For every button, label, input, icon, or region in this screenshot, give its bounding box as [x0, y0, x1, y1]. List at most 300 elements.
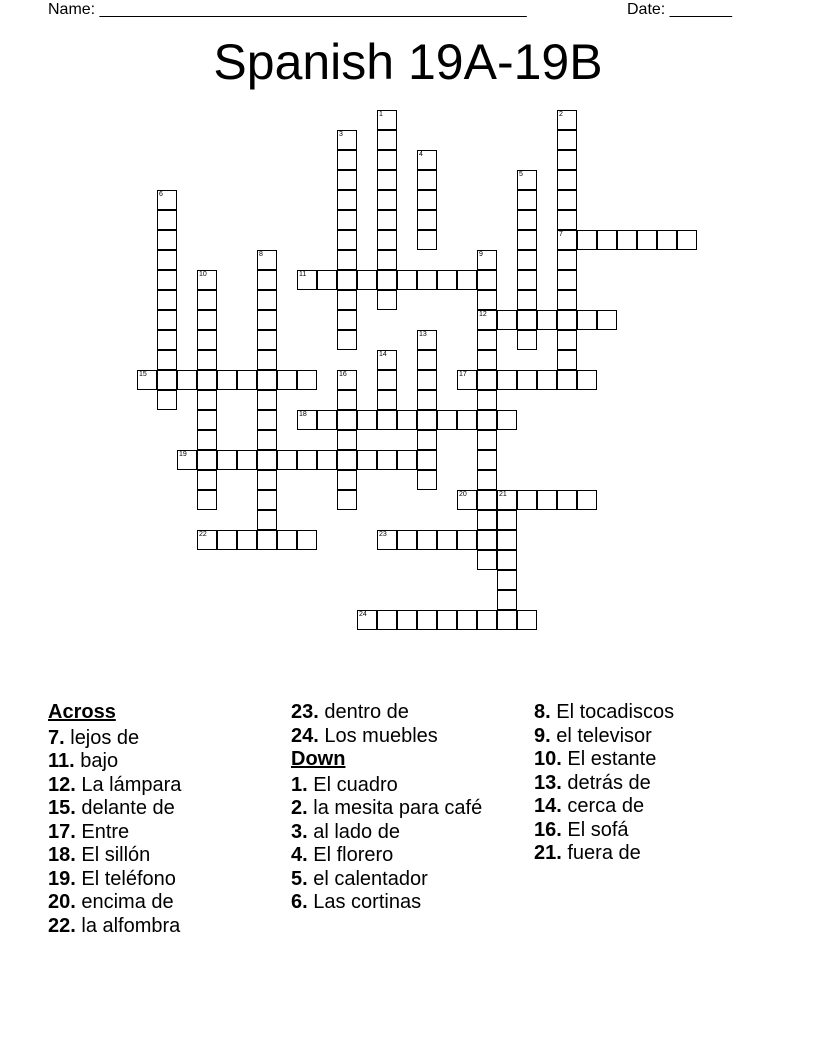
crossword-cell[interactable]: [497, 510, 517, 530]
crossword-cell[interactable]: [577, 490, 597, 510]
crossword-cell[interactable]: [597, 310, 617, 330]
clue-across-20: [48, 891, 278, 915]
crossword-cell[interactable]: [257, 310, 277, 330]
crossword-cell[interactable]: [557, 150, 577, 170]
crossword-cell[interactable]: [337, 290, 357, 310]
crossword-cell[interactable]: [337, 130, 357, 150]
clue-text: la alfombra: [75, 914, 181, 937]
clue-down-6: [291, 891, 491, 915]
crossword-cell[interactable]: [417, 170, 437, 190]
crossword-cell[interactable]: [557, 490, 577, 510]
crossword-cell[interactable]: [477, 290, 497, 310]
crossword-cell[interactable]: [557, 370, 577, 390]
crossword-cell[interactable]: [517, 330, 537, 350]
clue-text: bajo: [74, 750, 119, 772]
clue-number-label: 5.: [291, 867, 308, 890]
clue-number: 9: [479, 251, 483, 258]
crossword-cell[interactable]: [197, 530, 217, 550]
clue-text: cerca de: [561, 795, 645, 817]
clue-number-label: 3.: [291, 820, 308, 843]
crossword-cell[interactable]: [457, 610, 477, 630]
crossword-cell[interactable]: [557, 170, 577, 190]
crossword-cell[interactable]: [397, 530, 417, 550]
crossword-cell[interactable]: [357, 450, 377, 470]
crossword-cell[interactable]: [477, 470, 497, 490]
crossword-cell[interactable]: [157, 370, 177, 390]
crossword-cell[interactable]: [197, 290, 217, 310]
crossword-cell[interactable]: [477, 250, 497, 270]
clue-text: el calentador: [307, 867, 428, 890]
clue-number: 7: [559, 231, 563, 238]
down-heading: Down: [291, 748, 346, 770]
clue-number-label: 13.: [534, 771, 562, 794]
clue-down-16: [534, 819, 764, 843]
crossword-cell[interactable]: [577, 310, 597, 330]
crossword-cell[interactable]: [157, 270, 177, 290]
crossword-cell[interactable]: [197, 390, 217, 410]
clue-text: El cuadro: [307, 773, 398, 796]
clue-number: 10: [199, 271, 207, 278]
clue-down-14: [534, 795, 764, 819]
crossword-cell[interactable]: [157, 250, 177, 270]
clue-number: 19: [179, 451, 187, 458]
crossword-cell[interactable]: [377, 290, 397, 310]
crossword-cell[interactable]: [237, 370, 257, 390]
crossword-cell[interactable]: [337, 430, 357, 450]
clue-text: encima de: [75, 891, 174, 913]
crossword-cell[interactable]: [497, 490, 517, 510]
crossword-cell[interactable]: [417, 150, 437, 170]
crossword-cell[interactable]: [197, 270, 217, 290]
crossword-cell[interactable]: [337, 470, 357, 490]
crossword-cell[interactable]: [557, 130, 577, 150]
clue-number-label: 7.: [48, 726, 65, 749]
crossword-cell[interactable]: [457, 530, 477, 550]
crossword-cell[interactable]: [377, 610, 397, 630]
clue-number: 8: [259, 251, 263, 258]
clue-column-1: [48, 701, 278, 938]
crossword-cell[interactable]: [257, 290, 277, 310]
crossword-cell[interactable]: [317, 450, 337, 470]
clue-number: 16: [339, 371, 347, 378]
name-field-label: Name: ________________________________________________: [48, 1, 527, 18]
clue-number: 17: [459, 371, 467, 378]
clue-number-label: 11.: [48, 750, 75, 772]
crossword-cell[interactable]: [337, 490, 357, 510]
crossword-cell[interactable]: [257, 390, 277, 410]
crossword-cell[interactable]: [497, 410, 517, 430]
crossword-cell[interactable]: [337, 390, 357, 410]
clue-number-label: 15.: [48, 797, 76, 819]
crossword-cell[interactable]: [437, 410, 457, 430]
clue-number: 11: [299, 271, 307, 278]
crossword-cell[interactable]: [257, 370, 277, 390]
crossword-cell[interactable]: [637, 230, 657, 250]
clue-number-label: 6.: [291, 891, 308, 913]
crossword-cell[interactable]: [377, 250, 397, 270]
clue-across-23: [291, 701, 491, 725]
crossword-cell[interactable]: [157, 310, 177, 330]
clue-across-24: [291, 725, 491, 749]
clue-number: 15: [139, 371, 147, 378]
crossword-cell[interactable]: [257, 250, 277, 270]
crossword-cell[interactable]: [477, 390, 497, 410]
crossword-cell[interactable]: [497, 370, 517, 390]
clue-down-3: [291, 821, 491, 845]
crossword-cell[interactable]: [377, 530, 397, 550]
crossword-cell[interactable]: [517, 370, 537, 390]
clue-number: 22: [199, 531, 207, 538]
crossword-cell[interactable]: [197, 470, 217, 490]
clue-text: El tocadiscos: [550, 701, 675, 723]
crossword-cell[interactable]: [437, 270, 457, 290]
crossword-cell[interactable]: [397, 450, 417, 470]
crossword-cell[interactable]: [417, 430, 437, 450]
crossword-cell[interactable]: [437, 610, 457, 630]
clue-column-2: [291, 701, 491, 915]
crossword-cell[interactable]: [377, 390, 397, 410]
crossword-cell[interactable]: [417, 330, 437, 350]
crossword-cell[interactable]: [497, 550, 517, 570]
clue-across-11: [48, 750, 278, 774]
clue-down-21: [534, 842, 764, 866]
crossword-cell[interactable]: [257, 470, 277, 490]
crossword-cell[interactable]: [537, 490, 557, 510]
crossword-cell[interactable]: [337, 250, 357, 270]
page-title: Spanish 19A-19B: [213, 34, 603, 90]
crossword-cell[interactable]: [237, 530, 257, 550]
crossword-cell[interactable]: [557, 290, 577, 310]
crossword-cell[interactable]: [477, 330, 497, 350]
clue-across-7: [48, 727, 278, 751]
clue-number-label: 14.: [534, 795, 562, 817]
clue-number-label: 4.: [291, 844, 308, 866]
crossword-cell[interactable]: [557, 250, 577, 270]
crossword-cell[interactable]: [337, 170, 357, 190]
crossword-cell[interactable]: [477, 550, 497, 570]
clue-down-1: [291, 774, 491, 798]
crossword-cell[interactable]: [417, 370, 437, 390]
crossword-cell[interactable]: [417, 610, 437, 630]
crossword-cell[interactable]: [257, 490, 277, 510]
crossword-cell[interactable]: [377, 410, 397, 430]
crossword-cell[interactable]: [357, 610, 377, 630]
crossword-cell[interactable]: [197, 330, 217, 350]
crossword-cell[interactable]: [297, 450, 317, 470]
clue-text: El florero: [307, 844, 394, 866]
clue-across-15: [48, 797, 278, 821]
crossword-cell[interactable]: [237, 450, 257, 470]
crossword-cell[interactable]: [557, 310, 577, 330]
crossword-cell[interactable]: [517, 230, 537, 250]
crossword-cell[interactable]: [417, 390, 437, 410]
clue-down-5: [291, 868, 491, 892]
crossword-cell[interactable]: [377, 350, 397, 370]
crossword-cell[interactable]: [477, 270, 497, 290]
crossword-cell[interactable]: [417, 270, 437, 290]
crossword-cell[interactable]: [197, 370, 217, 390]
clue-across-17: [48, 821, 278, 845]
crossword-cell[interactable]: [477, 310, 497, 330]
crossword-cell[interactable]: [517, 290, 537, 310]
clue-number: 24: [359, 611, 367, 618]
clue-text: la mesita para café: [307, 797, 483, 819]
clue-number-label: 9.: [534, 724, 551, 747]
crossword-cell[interactable]: [617, 230, 637, 250]
crossword-cell[interactable]: [297, 410, 317, 430]
crossword-cell[interactable]: [537, 370, 557, 390]
crossword-cell[interactable]: [417, 190, 437, 210]
crossword-cell[interactable]: [377, 210, 397, 230]
crossword-cell[interactable]: [217, 450, 237, 470]
crossword-cell[interactable]: [397, 610, 417, 630]
clue-number-label: 17.: [48, 820, 76, 843]
crossword-cell[interactable]: [337, 210, 357, 230]
clue-text: detrás de: [561, 771, 651, 794]
crossword-cell[interactable]: [137, 370, 157, 390]
clue-across-18: [48, 844, 278, 868]
clue-down-13: [534, 772, 764, 796]
crossword-cell[interactable]: [277, 370, 297, 390]
crossword-cell[interactable]: [477, 450, 497, 470]
crossword-cell[interactable]: [557, 230, 577, 250]
clue-number-label: 12.: [48, 773, 76, 796]
crossword-cell[interactable]: [417, 410, 437, 430]
crossword-cell[interactable]: [477, 350, 497, 370]
crossword-cell[interactable]: [377, 270, 397, 290]
crossword-cell[interactable]: [157, 290, 177, 310]
crossword-cell[interactable]: [477, 610, 497, 630]
crossword-cell[interactable]: [477, 490, 497, 510]
crossword-cell[interactable]: [197, 430, 217, 450]
crossword-cell[interactable]: [197, 310, 217, 330]
crossword-cell[interactable]: [257, 350, 277, 370]
clue-across-19: [48, 868, 278, 892]
crossword-cell[interactable]: [337, 190, 357, 210]
clue-number: 18: [299, 411, 307, 418]
crossword-cell[interactable]: [557, 270, 577, 290]
across-heading: Across: [48, 701, 116, 723]
crossword-cell[interactable]: [217, 530, 237, 550]
crossword-cell[interactable]: [197, 410, 217, 430]
crossword-cell[interactable]: [457, 410, 477, 430]
clue-number-label: 19.: [48, 867, 76, 890]
clue-number-label: 24.: [291, 724, 319, 747]
crossword-cell[interactable]: [357, 410, 377, 430]
crossword-cell[interactable]: [257, 510, 277, 530]
crossword-cell[interactable]: [677, 230, 697, 250]
crossword-cell[interactable]: [337, 370, 357, 390]
crossword-cell[interactable]: [277, 530, 297, 550]
clue-text: al lado de: [307, 820, 400, 843]
crossword-cell[interactable]: [477, 370, 497, 390]
crossword-cell[interactable]: [417, 450, 437, 470]
clue-text: La lámpara: [75, 773, 182, 796]
crossword-cell[interactable]: [417, 350, 437, 370]
crossword-cell[interactable]: [257, 330, 277, 350]
crossword-cell[interactable]: [157, 230, 177, 250]
crossword-cell[interactable]: [197, 450, 217, 470]
crossword-cell[interactable]: [337, 450, 357, 470]
clue-number: 20: [459, 491, 467, 498]
clue-number: 13: [419, 331, 427, 338]
clue-number: 21: [499, 491, 507, 498]
clue-number-label: 16.: [534, 818, 562, 841]
crossword-cell[interactable]: [337, 330, 357, 350]
clue-number: 2: [559, 111, 563, 118]
crossword-cell[interactable]: [177, 450, 197, 470]
date-field-label: Date: _______: [627, 1, 732, 18]
crossword-cell[interactable]: [557, 190, 577, 210]
crossword-cell[interactable]: [337, 150, 357, 170]
crossword-cell[interactable]: [477, 410, 497, 430]
crossword-cell[interactable]: [377, 190, 397, 210]
crossword-cell[interactable]: [477, 530, 497, 550]
crossword-cell[interactable]: [417, 530, 437, 550]
crossword-cell[interactable]: [257, 530, 277, 550]
crossword-cell[interactable]: [457, 370, 477, 390]
crossword-cell[interactable]: [597, 230, 617, 250]
clue-text: El sillón: [75, 844, 151, 866]
crossword-cell[interactable]: [377, 230, 397, 250]
clue-number: 23: [379, 531, 387, 538]
crossword-cell[interactable]: [417, 230, 437, 250]
clue-number-label: 23.: [291, 701, 319, 723]
crossword-cell[interactable]: [337, 310, 357, 330]
clue-number: 5: [519, 171, 523, 178]
crossword-cell[interactable]: [517, 490, 537, 510]
crossword-cell[interactable]: [497, 570, 517, 590]
crossword-cell[interactable]: [297, 530, 317, 550]
crossword-cell[interactable]: [297, 370, 317, 390]
crossword-cell[interactable]: [197, 490, 217, 510]
clue-down-10: [534, 748, 764, 772]
crossword-cell[interactable]: [517, 270, 537, 290]
crossword-cell[interactable]: [577, 370, 597, 390]
clue-number: 3: [339, 131, 343, 138]
clue-number: 4: [419, 151, 423, 158]
crossword-cell[interactable]: [557, 210, 577, 230]
clue-text: El sofá: [561, 818, 629, 841]
clue-text: fuera de: [561, 842, 641, 864]
crossword-cell[interactable]: [257, 270, 277, 290]
crossword-cell[interactable]: [157, 350, 177, 370]
crossword-cell[interactable]: [417, 470, 437, 490]
clue-text: El teléfono: [75, 867, 176, 890]
crossword-cell[interactable]: [437, 530, 457, 550]
clue-text: Los muebles: [318, 724, 438, 747]
crossword-cell[interactable]: [377, 370, 397, 390]
clue-text: dentro de: [318, 701, 409, 723]
crossword-cell[interactable]: [457, 490, 477, 510]
crossword-cell[interactable]: [377, 110, 397, 130]
crossword-cell[interactable]: [517, 610, 537, 630]
clue-down-8: [534, 701, 764, 725]
crossword-cell[interactable]: [657, 230, 677, 250]
clue-number-label: 20.: [48, 891, 76, 913]
crossword-cell[interactable]: [257, 430, 277, 450]
clue-number-label: 18.: [48, 844, 76, 866]
crossword-cell[interactable]: [557, 330, 577, 350]
clue-number-label: 22.: [48, 914, 76, 937]
clue-number-label: 10.: [534, 748, 562, 770]
crossword-cell[interactable]: [517, 210, 537, 230]
crossword-cell[interactable]: [317, 410, 337, 430]
crossword-cell[interactable]: [157, 330, 177, 350]
crossword-cell[interactable]: [457, 270, 477, 290]
crossword-cell[interactable]: [477, 510, 497, 530]
clue-text: lejos de: [64, 726, 140, 749]
crossword-cell[interactable]: [497, 590, 517, 610]
crossword-cell[interactable]: [377, 130, 397, 150]
clue-text: delante de: [75, 797, 175, 819]
clue-down-4: [291, 844, 491, 868]
clue-text: El estante: [561, 748, 657, 770]
crossword-cell[interactable]: [277, 450, 297, 470]
crossword-cell[interactable]: [397, 410, 417, 430]
crossword-cell[interactable]: [477, 430, 497, 450]
crossword-cell[interactable]: [577, 230, 597, 250]
clue-text: Entre: [75, 820, 130, 843]
clue-across-12: [48, 774, 278, 798]
crossword-cell[interactable]: [537, 310, 557, 330]
clue-number: 6: [159, 191, 163, 198]
crossword-cell[interactable]: [157, 390, 177, 410]
crossword-cell[interactable]: [257, 450, 277, 470]
clue-down-2: [291, 797, 491, 821]
clue-number-label: 8.: [534, 701, 551, 723]
crossword-cell[interactable]: [517, 190, 537, 210]
crossword-cell[interactable]: [337, 230, 357, 250]
crossword-cell[interactable]: [557, 350, 577, 370]
crossword-cell[interactable]: [197, 350, 217, 370]
crossword-cell[interactable]: [337, 270, 357, 290]
clue-across-22: [48, 915, 278, 939]
clue-number-label: 2.: [291, 797, 308, 819]
crossword-cell[interactable]: [257, 410, 277, 430]
clue-number: 14: [379, 351, 387, 358]
crossword-cell[interactable]: [217, 370, 237, 390]
crossword-cell[interactable]: [517, 310, 537, 330]
crossword-cell[interactable]: [337, 410, 357, 430]
crossword-cell[interactable]: [377, 150, 397, 170]
crossword-cell[interactable]: [357, 270, 377, 290]
crossword-cell[interactable]: [517, 170, 537, 190]
crossword-cell[interactable]: [177, 370, 197, 390]
clue-number-label: 21.: [534, 842, 562, 864]
crossword-cell[interactable]: [497, 610, 517, 630]
crossword-cell[interactable]: [517, 250, 537, 270]
crossword-cell[interactable]: [397, 270, 417, 290]
crossword-cell[interactable]: [497, 310, 517, 330]
crossword-cell[interactable]: [157, 190, 177, 210]
crossword-cell[interactable]: [557, 110, 577, 130]
crossword-cell[interactable]: [157, 210, 177, 230]
crossword-cell[interactable]: [297, 270, 317, 290]
crossword-cell[interactable]: [317, 270, 337, 290]
clue-down-9: [534, 725, 764, 749]
clue-number: 1: [379, 111, 383, 118]
crossword-cell[interactable]: [377, 170, 397, 190]
clue-text: el televisor: [550, 724, 652, 747]
clue-text: Las cortinas: [307, 891, 422, 913]
crossword-cell[interactable]: [417, 210, 437, 230]
crossword-cell[interactable]: [377, 450, 397, 470]
clue-column-3: [534, 701, 764, 866]
clue-number: 12: [479, 311, 487, 318]
clue-number-label: 1.: [291, 773, 308, 796]
crossword-cell[interactable]: [497, 530, 517, 550]
